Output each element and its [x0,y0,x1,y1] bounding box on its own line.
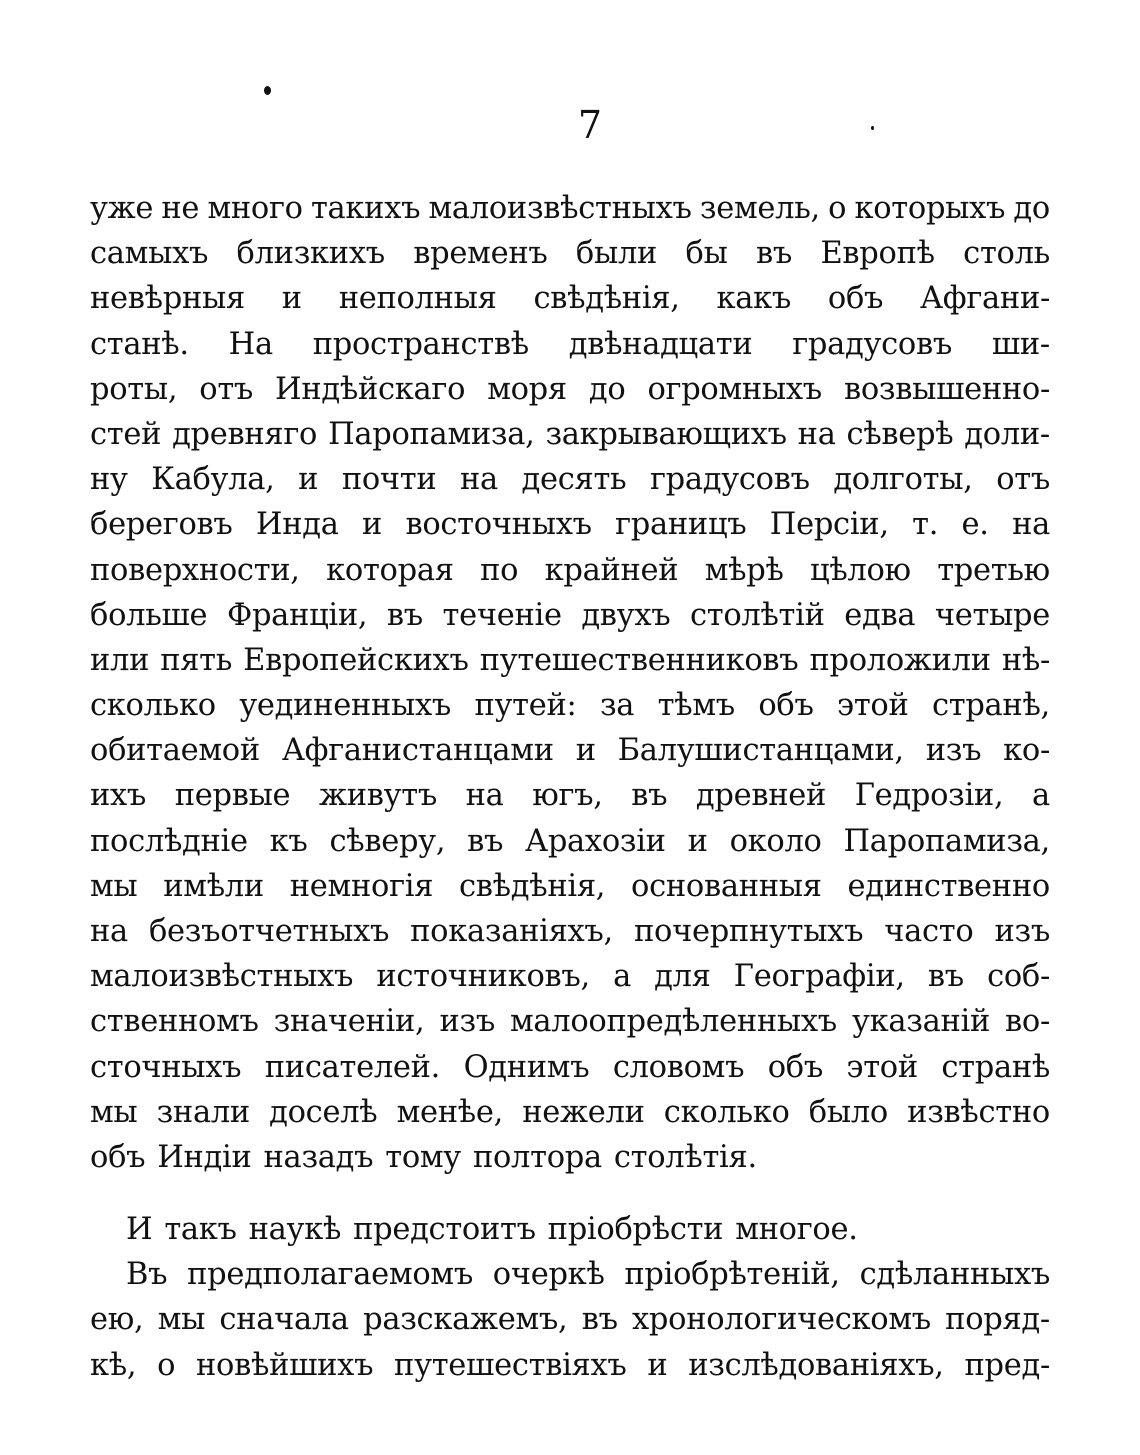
word: свѣдѣнія, [533,281,680,317]
text-line [90,593,1050,638]
word: больше [90,597,208,633]
word: двѣнадцати [568,326,753,362]
word: градусовъ [649,462,810,498]
text-line [90,864,1050,909]
word: въ [756,236,792,272]
word: живутъ [318,778,437,814]
word: часто [884,914,974,949]
text-line [90,457,1050,502]
word: почерпнутыхъ [634,914,864,949]
word: Географіи, [733,959,905,995]
word: были [575,236,658,272]
word: много [207,191,303,226]
word: за [599,688,635,724]
word: а [613,959,631,995]
word: и [362,507,383,543]
word: новѣйшихъ [196,1347,374,1383]
word: обитаемой [90,733,260,769]
word: о [828,191,847,226]
word: странѣ, [931,688,1050,724]
word: пространствѣ [312,326,529,362]
word: свѣдѣнія, [459,868,606,904]
word: словомъ [612,1049,745,1085]
text-line [90,502,1050,547]
word: соб- [987,959,1050,995]
word: въ [927,959,964,995]
word: Индѣйскаго [275,371,466,407]
word: е. [961,507,989,543]
word: и [687,823,708,859]
word: объ [90,1139,146,1175]
word: ственномъ [90,1004,259,1040]
word: многое. [735,1212,858,1247]
word: путешественниковъ [479,642,799,678]
word: такихъ [310,191,421,226]
word: малоопредѣленныхъ [509,1004,837,1040]
ink-speck-dot [871,126,874,130]
text-line [90,1207,1050,1252]
text-line [90,909,1050,954]
word: изслѣдованіяхъ, [688,1347,944,1383]
word: Паропамиза, [843,823,1050,859]
word: пять [160,642,233,678]
word: древняго [172,416,318,452]
word: послѣдніе [90,823,248,859]
word: земель, [699,191,820,226]
word: полтора [472,1139,602,1175]
word: градусовъ [792,326,952,362]
word: предстоитъ [353,1212,536,1247]
word: ихъ [90,778,147,814]
word: отъ [996,462,1050,498]
word: основанныя [631,868,822,904]
word: изъ [925,733,982,769]
word: Афгани- [919,281,1050,317]
word: писателей. [264,1049,441,1085]
word: этой [846,1049,918,1085]
word: и [575,733,596,769]
word: мы [157,1302,206,1338]
word: теченіе [442,597,562,633]
word: о [157,1347,176,1383]
text-line [90,367,1050,412]
word: и [281,281,302,317]
word: не [161,191,200,226]
word: изъ [439,1004,495,1040]
word: доселѣ [269,1094,378,1130]
word: Кабула, [151,462,275,498]
word: моря [487,371,567,407]
word: четыре [934,597,1050,633]
word: едва [844,597,916,633]
word: пріобрѣтеній, [624,1257,840,1293]
word: на [90,914,128,949]
text-line [90,683,1050,728]
word: Однимъ [463,1049,590,1085]
word: до [588,371,626,407]
word: въ [467,823,504,859]
text-line [90,819,1050,864]
paragraph-continuation [90,1207,1050,1388]
word: и [298,462,319,498]
word: сколько [90,688,216,724]
word: закрывающихъ [545,416,787,452]
word: имѣли [163,868,264,904]
word: Афганистанцами [281,733,554,769]
word: на [797,416,836,452]
text-line [90,728,1050,773]
word: этой [837,688,909,724]
word: стей [90,416,162,452]
word: близкихъ [236,236,385,272]
word: проложили [809,642,991,678]
word: въ [631,778,668,814]
word: невѣрныя [90,281,245,317]
word: поряд- [945,1302,1050,1338]
word: Европейскихъ [243,642,469,678]
word: границъ [615,507,747,543]
word: двухъ [581,597,671,633]
text-line [90,276,1050,321]
text-line [90,638,1050,683]
text-line [90,1252,1050,1297]
word: немногія [289,868,434,904]
word: сколько [663,1094,790,1130]
word: первые [174,778,291,814]
word: значеніи, [273,1004,425,1040]
word: малоизвѣстныхъ [428,191,692,226]
word: уже [90,191,154,226]
word: разскажемъ, [363,1302,568,1338]
word: объ [827,281,884,317]
word: почти [341,462,437,498]
word: или [90,642,150,678]
word: указаній [851,1004,990,1040]
word: а [1032,778,1050,814]
text-line [90,1135,1050,1180]
word: отъ [199,371,254,407]
word: мы [90,1094,138,1130]
word: на [465,778,504,814]
word: сначала [219,1302,349,1338]
word: по [480,552,519,588]
text-line [90,412,1050,457]
text-line [90,1297,1050,1342]
word: Балушистанцами, [617,733,904,769]
word: странѣ [941,1049,1050,1085]
word: около [729,823,822,859]
word: восточныхъ [405,507,592,543]
text-line [90,231,1050,276]
word: третью [937,552,1050,588]
text-line [90,1343,1050,1388]
word: въ [581,1302,618,1338]
word: тому [385,1139,461,1175]
word: доли- [964,416,1050,452]
word: столѣтій [689,597,825,633]
word: Арахозіи [525,823,666,859]
word: объ [758,688,814,724]
text-line [90,186,1050,231]
word: какъ [716,281,791,317]
word: мѣрѣ [704,552,784,588]
word: мы [90,868,138,904]
word: станѣ. [90,326,189,362]
word: хронологическомъ [632,1302,931,1338]
word: Индіи [157,1139,252,1175]
ink-speck-dot [264,86,271,95]
word: столѣтія. [613,1139,757,1175]
word: пріобрѣсти [547,1212,724,1247]
word: поверхности, [90,552,300,588]
word: Въ [126,1257,168,1293]
word: наукѣ [248,1212,342,1247]
word: столь [963,236,1050,272]
word: Европѣ [820,236,935,272]
word: сѣверѣ [846,416,954,452]
text-line [90,1090,1050,1135]
word: неполныя [338,281,497,317]
word: Паропамиза, [328,416,535,452]
word: малоизвѣстныхъ [90,959,354,995]
word: въ [386,597,423,633]
word: пред- [964,1347,1050,1383]
word: И [126,1212,153,1247]
word: менѣе, [396,1094,504,1130]
text-line [90,548,1050,593]
text-line [90,999,1050,1044]
word: тѣмъ [657,688,735,724]
text-line [90,954,1050,999]
text-line [90,1045,1050,1090]
word: и [647,1347,668,1383]
word: бы [685,236,728,272]
page-number: 7 [577,103,603,147]
word: уединенныхъ [239,688,452,724]
word: на [1012,507,1050,543]
word: береговъ [90,507,233,543]
word: извѣстно [907,1094,1050,1130]
word: безъотчетныхъ [148,914,390,949]
word: которыхъ [854,191,1006,226]
text-line [90,773,1050,818]
word: назадъ [263,1139,374,1175]
word: единственно [847,868,1050,904]
word: путей: [474,688,577,724]
word: сдѣланныхъ [859,1257,1050,1293]
word: было [808,1094,888,1130]
paragraph-main [90,186,1050,1180]
word: Гедрозіи, [854,778,1004,814]
word: десять [521,462,627,498]
word: огромныхъ [647,371,822,407]
word: къ [269,823,308,859]
word: цѣлою [810,552,911,588]
word: такъ [164,1212,237,1247]
word: крайней [544,552,679,588]
word: нѣ- [1001,642,1050,678]
word: роты, [90,371,178,407]
word: возвышенно- [843,371,1050,407]
word: долготы, [833,462,973,498]
word: ею, [90,1302,144,1338]
word: объ [767,1049,823,1085]
word: знали [156,1094,250,1130]
word: нежели [522,1094,645,1130]
word: Инда [255,507,339,543]
word: временъ [413,236,548,272]
word: ну [90,462,128,498]
word: кѣ, [90,1347,137,1383]
word: древней [695,778,827,814]
word: югъ, [532,778,603,814]
word: которая [326,552,454,588]
word: т. [912,507,939,543]
word: На [228,326,273,362]
word: во- [1005,1004,1050,1040]
word: источниковъ, [376,959,590,995]
word: Персіи, [769,507,889,543]
word: предполагаемомъ [187,1257,473,1293]
word: для [654,959,711,995]
word: сточныхъ [90,1049,242,1085]
word: показаніяхъ, [410,914,613,949]
word: до [1013,191,1050,226]
word: на [459,462,498,498]
word: изъ [994,914,1050,949]
text-line [90,322,1050,367]
word: ко- [1003,733,1050,769]
word: путешествіяхъ [394,1347,627,1383]
word: очеркѣ [492,1257,605,1293]
word: самыхъ [90,236,209,272]
word: Франціи, [226,597,368,633]
word: ши- [991,326,1050,362]
word: сѣверу, [329,823,446,859]
